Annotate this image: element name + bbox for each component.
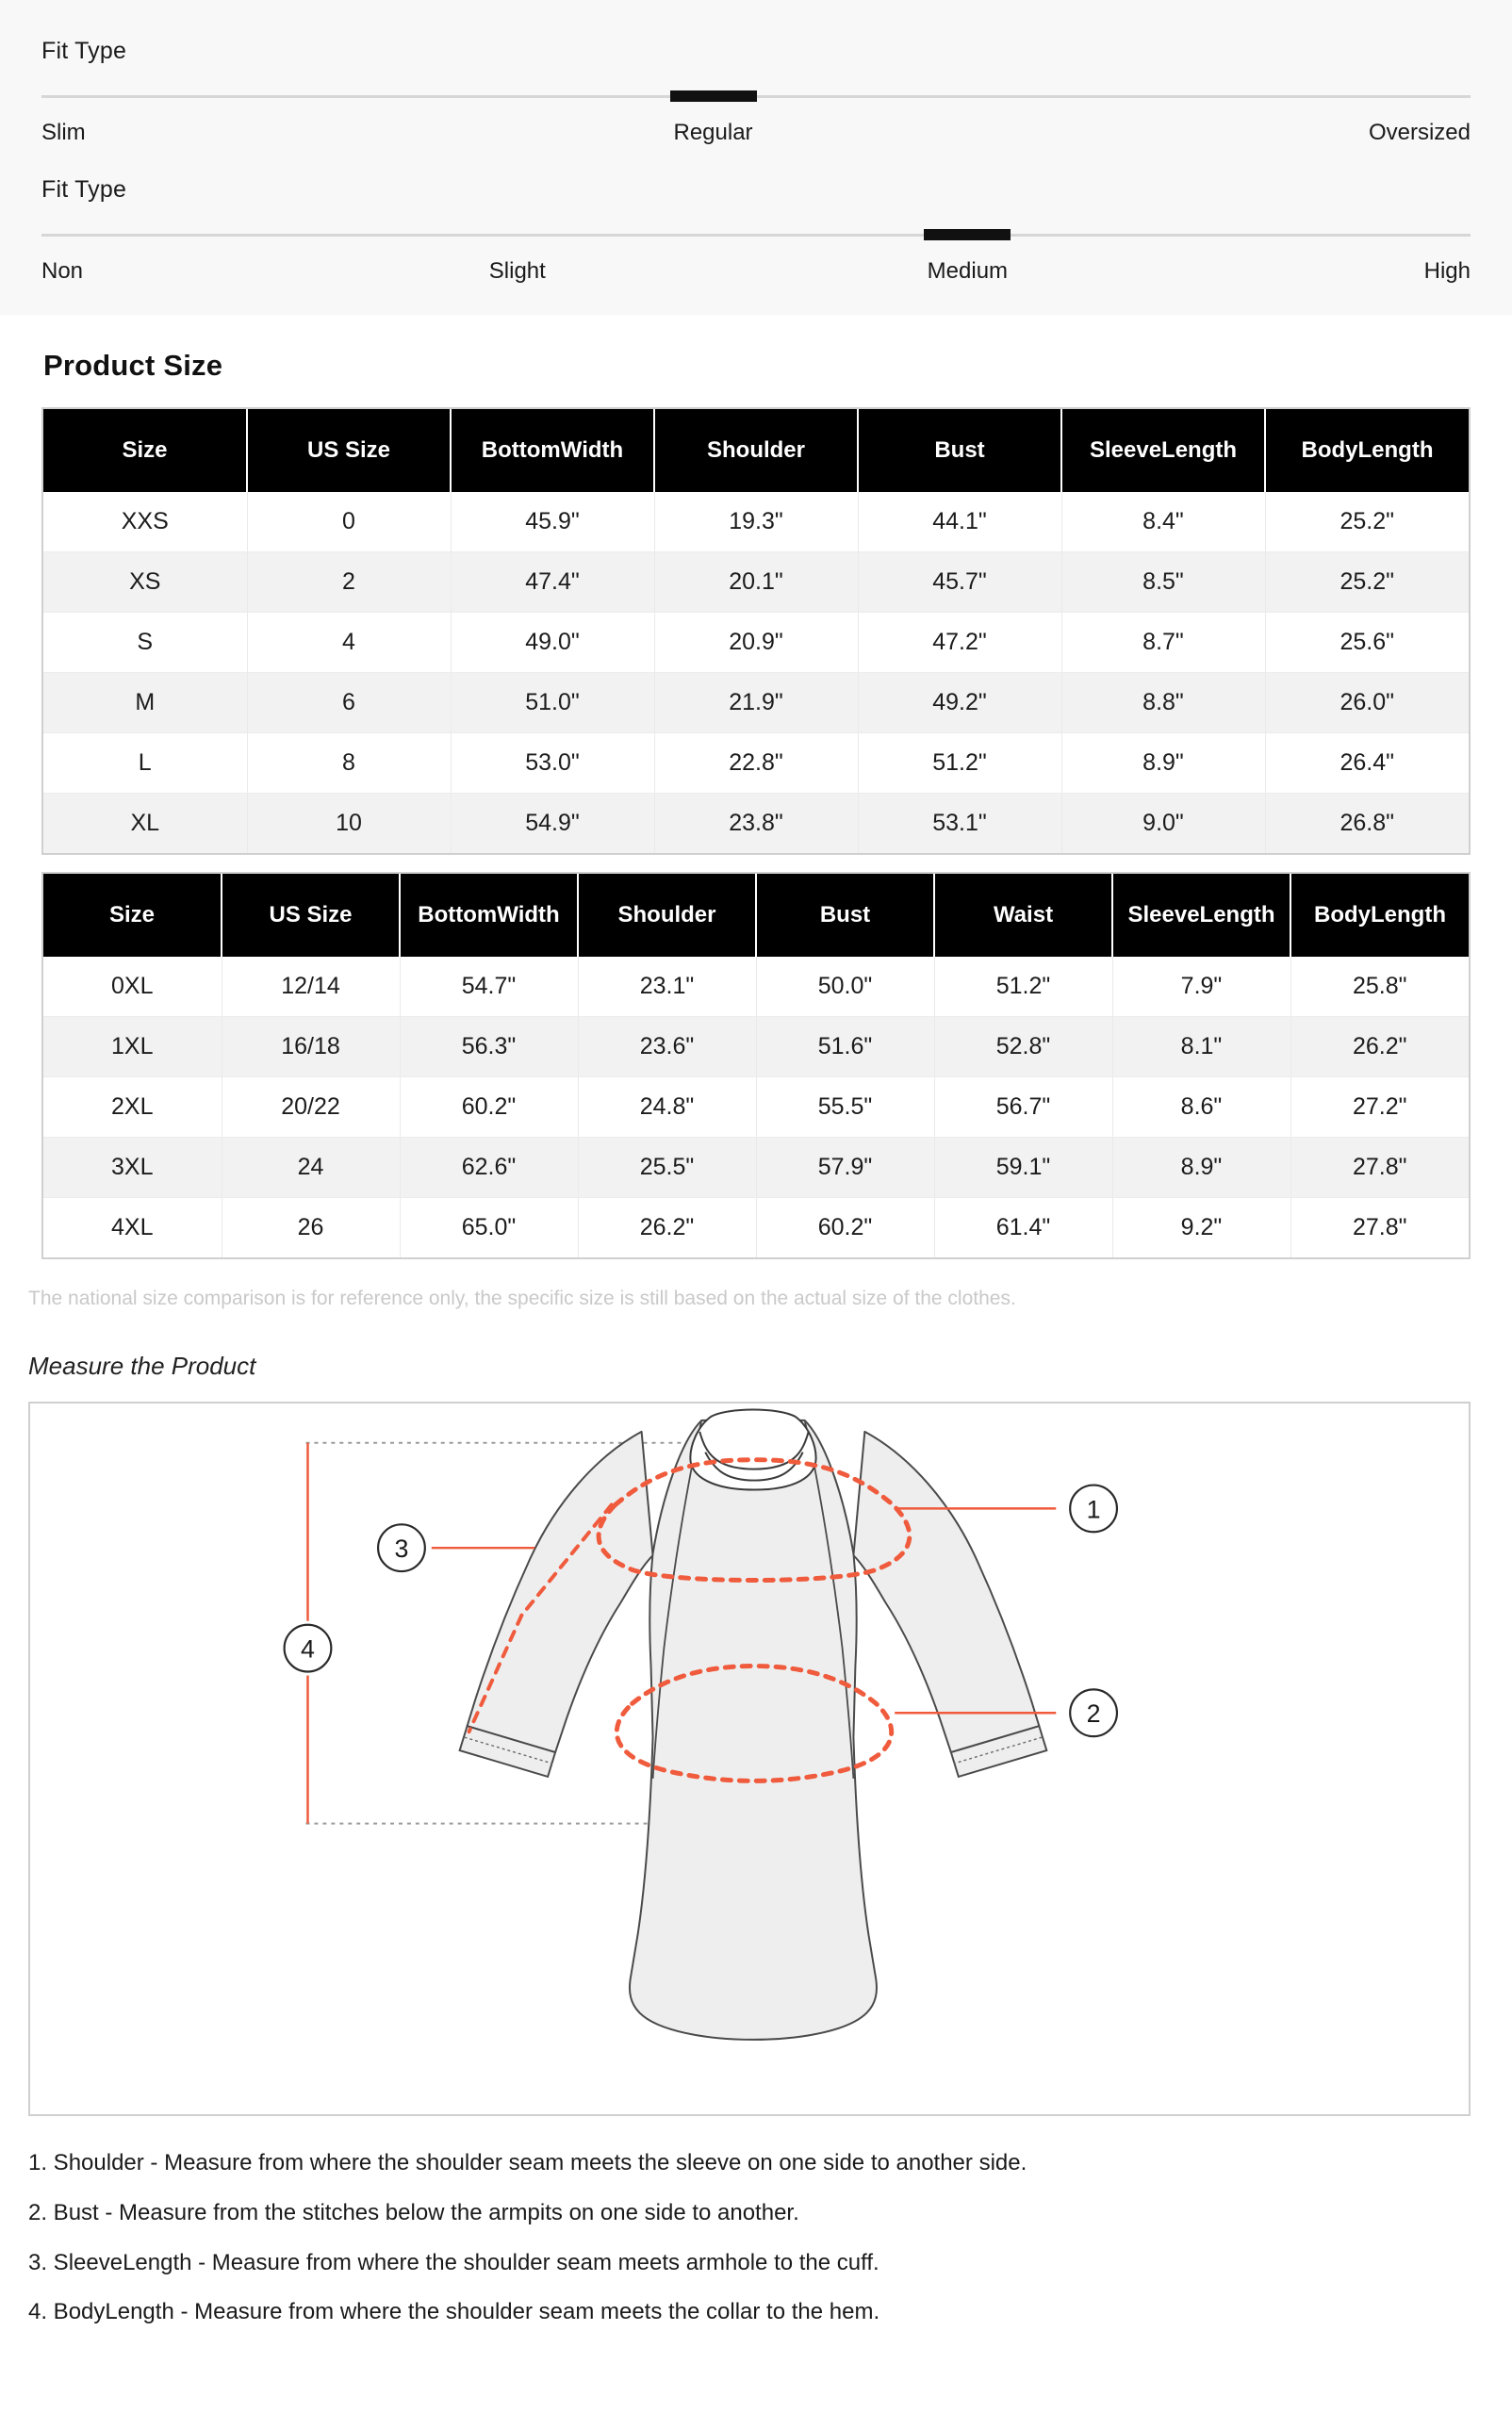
cell-value: 8.9": [1061, 733, 1265, 794]
column-header-bust: Bust: [756, 874, 934, 957]
cell-value: 9.2": [1112, 1198, 1290, 1258]
size-table-plus-wrapper: [41, 872, 1471, 1259]
cell-value: 49.2": [858, 673, 1061, 733]
column-header-us-size: US Size: [247, 409, 451, 492]
fit-type-slider-2[interactable]: [41, 176, 1471, 287]
fit-type-label-1: Fit Type: [41, 38, 127, 64]
cell-value: 62.6": [400, 1138, 578, 1198]
callout-label-1: 1: [1086, 1495, 1101, 1524]
table-head: [43, 874, 1469, 957]
slider-thumb-medium[interactable]: [924, 229, 1011, 240]
table-row: [43, 673, 1469, 733]
callout-label-2: 2: [1086, 1699, 1101, 1729]
fit-slider-track-1[interactable]: [41, 90, 1471, 103]
table-row: [43, 1017, 1469, 1077]
cell-value: 23.1": [578, 957, 756, 1017]
column-header-bust: Bust: [858, 409, 1061, 492]
cell-value: 56.7": [934, 1077, 1112, 1138]
cell-value: 8.9": [1112, 1138, 1290, 1198]
table-row: [43, 552, 1469, 613]
fit-type-panel: [0, 0, 1512, 315]
cell-value: 23.6": [578, 1017, 756, 1077]
right-sleeve: [853, 1432, 1039, 1752]
legend-item-1: 1. Shoulder - Measure from where the shoulder seam meets the sleeve on one side to another side.: [28, 2150, 1027, 2175]
cell-value: 52.8": [934, 1017, 1112, 1077]
cell-size: 2XL: [43, 1077, 222, 1138]
page-title: Product Size: [43, 349, 223, 382]
fit-option-high[interactable]: High: [1423, 258, 1471, 284]
cell-value: 20.1": [654, 552, 858, 613]
fit-option-regular[interactable]: Regular: [673, 120, 753, 145]
column-header-bodylength: BodyLength: [1290, 874, 1469, 957]
column-header-shoulder: Shoulder: [578, 874, 756, 957]
cell-value: 22.8": [654, 733, 858, 794]
cell-value: 8.1": [1112, 1017, 1290, 1077]
cell-size: 0XL: [43, 957, 222, 1017]
cell-size: 3XL: [43, 1138, 222, 1198]
cell-value: 6: [247, 673, 451, 733]
size-table-plus: [43, 874, 1469, 1257]
cell-value: 27.8": [1290, 1198, 1469, 1258]
cell-value: 60.2": [400, 1077, 578, 1138]
cell-value: 61.4": [934, 1198, 1112, 1258]
cell-size: M: [43, 673, 247, 733]
cell-value: 20.9": [654, 613, 858, 673]
column-header-waist: Waist: [934, 874, 1112, 957]
table-header-row: [43, 409, 1469, 492]
size-table-standard-wrapper: [41, 407, 1471, 855]
fit-option-medium[interactable]: Medium: [927, 258, 1009, 284]
cell-value: 25.6": [1265, 613, 1469, 673]
cell-value: 24.8": [578, 1077, 756, 1138]
legend-item-2: 2. Bust - Measure from the stitches below the armpits on one side to another.: [28, 2199, 799, 2225]
cell-value: 54.7": [400, 957, 578, 1017]
left-sleeve: [468, 1432, 653, 1752]
callout-label-4: 4: [301, 1634, 315, 1664]
fit-type-label-2: Fit Type: [41, 176, 127, 203]
cell-size: XXS: [43, 492, 247, 552]
fit-option-slight[interactable]: Slight: [488, 258, 546, 284]
cell-size: 1XL: [43, 1017, 222, 1077]
table-row: [43, 1138, 1469, 1198]
table-row: [43, 1077, 1469, 1138]
collar-outer: [690, 1409, 815, 1489]
cell-value: 21.9": [654, 673, 858, 733]
cell-value: 56.3": [400, 1017, 578, 1077]
cell-value: 53.0": [451, 733, 654, 794]
cell-value: 8.8": [1061, 673, 1265, 733]
column-header-size: Size: [43, 874, 222, 957]
table-row: [43, 794, 1469, 854]
cell-value: 25.2": [1265, 552, 1469, 613]
cell-value: 60.2": [756, 1198, 934, 1258]
cell-size: XL: [43, 794, 247, 854]
cell-value: 44.1": [858, 492, 1061, 552]
table-row: [43, 613, 1469, 673]
column-header-sleevelength: SleeveLength: [1061, 409, 1265, 492]
cell-value: 47.4": [451, 552, 654, 613]
cell-value: 8.6": [1112, 1077, 1290, 1138]
cell-value: 25.8": [1290, 957, 1469, 1017]
legend-item-3: 3. SleeveLength - Measure from where the shoulder seam meets armhole to the cuff.: [28, 2249, 879, 2275]
cell-value: 49.0": [451, 613, 654, 673]
table-row: [43, 733, 1469, 794]
fit-slider-scale-2: [41, 258, 1471, 287]
table-row: [43, 492, 1469, 552]
cell-value: 2: [247, 552, 451, 613]
table-header-row: [43, 874, 1469, 957]
cell-value: 8: [247, 733, 451, 794]
measure-the-product-title: Measure the Product: [28, 1352, 256, 1380]
cell-value: 57.9": [756, 1138, 934, 1198]
callout-label-3: 3: [394, 1535, 409, 1564]
cell-value: 45.9": [451, 492, 654, 552]
cell-value: 12/14: [222, 957, 400, 1017]
cell-value: 9.0": [1061, 794, 1265, 854]
column-header-size: Size: [43, 409, 247, 492]
cell-value: 53.1": [858, 794, 1061, 854]
cell-size: XS: [43, 552, 247, 613]
cell-value: 8.4": [1061, 492, 1265, 552]
cell-value: 20/22: [222, 1077, 400, 1138]
cell-value: 59.1": [934, 1138, 1112, 1198]
table-body: [43, 957, 1469, 1257]
cell-value: 8.5": [1061, 552, 1265, 613]
fit-option-slim[interactable]: Slim: [41, 120, 86, 145]
cell-value: 26.8": [1265, 794, 1469, 854]
slider-thumb-regular[interactable]: [670, 90, 757, 102]
cell-value: 51.2": [858, 733, 1061, 794]
cell-value: 10: [247, 794, 451, 854]
cell-value: 8.7": [1061, 613, 1265, 673]
cell-value: 47.2": [858, 613, 1061, 673]
legend-item-4: 4. BodyLength - Measure from where the shoulder seam meets the collar to the hem.: [28, 2299, 880, 2325]
cell-value: 26.4": [1265, 733, 1469, 794]
cell-value: 51.6": [756, 1017, 934, 1077]
cell-value: 54.9": [451, 794, 654, 854]
cell-value: 26.2": [1290, 1017, 1469, 1077]
garment-svg: [30, 1403, 1469, 2114]
table-body: [43, 492, 1469, 853]
cell-value: 55.5": [756, 1077, 934, 1138]
size-table-standard: [43, 409, 1469, 853]
size-disclaimer: The national size comparison is for reference only, the specific size is still based on the actual size of the clothes.: [28, 1288, 1016, 1309]
cell-size: L: [43, 733, 247, 794]
table-row: [43, 1198, 1469, 1258]
fit-option-oversized[interactable]: Oversized: [1368, 120, 1471, 145]
column-header-sleevelength: SleeveLength: [1112, 874, 1290, 957]
cell-value: 16/18: [222, 1017, 400, 1077]
torso: [630, 1420, 877, 2040]
fit-option-non[interactable]: Non: [41, 258, 84, 284]
cell-value: 45.7": [858, 552, 1061, 613]
cell-value: 23.8": [654, 794, 858, 854]
column-header-bodylength: BodyLength: [1265, 409, 1469, 492]
cell-value: 26.2": [578, 1198, 756, 1258]
cell-value: 4: [247, 613, 451, 673]
cell-value: 7.9": [1112, 957, 1290, 1017]
cell-value: 50.0": [756, 957, 934, 1017]
fit-type-slider-1[interactable]: [41, 38, 1471, 148]
cell-value: 24: [222, 1138, 400, 1198]
garment-illustration: [460, 1409, 1047, 2039]
cell-value: 19.3": [654, 492, 858, 552]
column-header-bottomwidth: BottomWidth: [451, 409, 654, 492]
cell-value: 27.2": [1290, 1077, 1469, 1138]
cell-value: 65.0": [400, 1198, 578, 1258]
column-header-shoulder: Shoulder: [654, 409, 858, 492]
cell-value: 51.0": [451, 673, 654, 733]
cell-value: 25.2": [1265, 492, 1469, 552]
cell-value: 25.5": [578, 1138, 756, 1198]
fit-slider-scale-1: [41, 120, 1471, 148]
measurement-legend: [28, 2150, 1512, 2364]
table-head: [43, 409, 1469, 492]
slider-rail: [41, 234, 1471, 237]
cell-value: 26.0": [1265, 673, 1469, 733]
cell-value: 0: [247, 492, 451, 552]
cell-value: 51.2": [934, 957, 1112, 1017]
column-header-us-size: US Size: [222, 874, 400, 957]
table-row: [43, 957, 1469, 1017]
cell-size: S: [43, 613, 247, 673]
cell-value: 26: [222, 1198, 400, 1258]
fit-slider-track-2[interactable]: [41, 228, 1471, 241]
garment-measurement-diagram: [28, 1402, 1471, 2116]
column-header-bottomwidth: BottomWidth: [400, 874, 578, 957]
cell-size: 4XL: [43, 1198, 222, 1258]
cell-value: 27.8": [1290, 1138, 1469, 1198]
